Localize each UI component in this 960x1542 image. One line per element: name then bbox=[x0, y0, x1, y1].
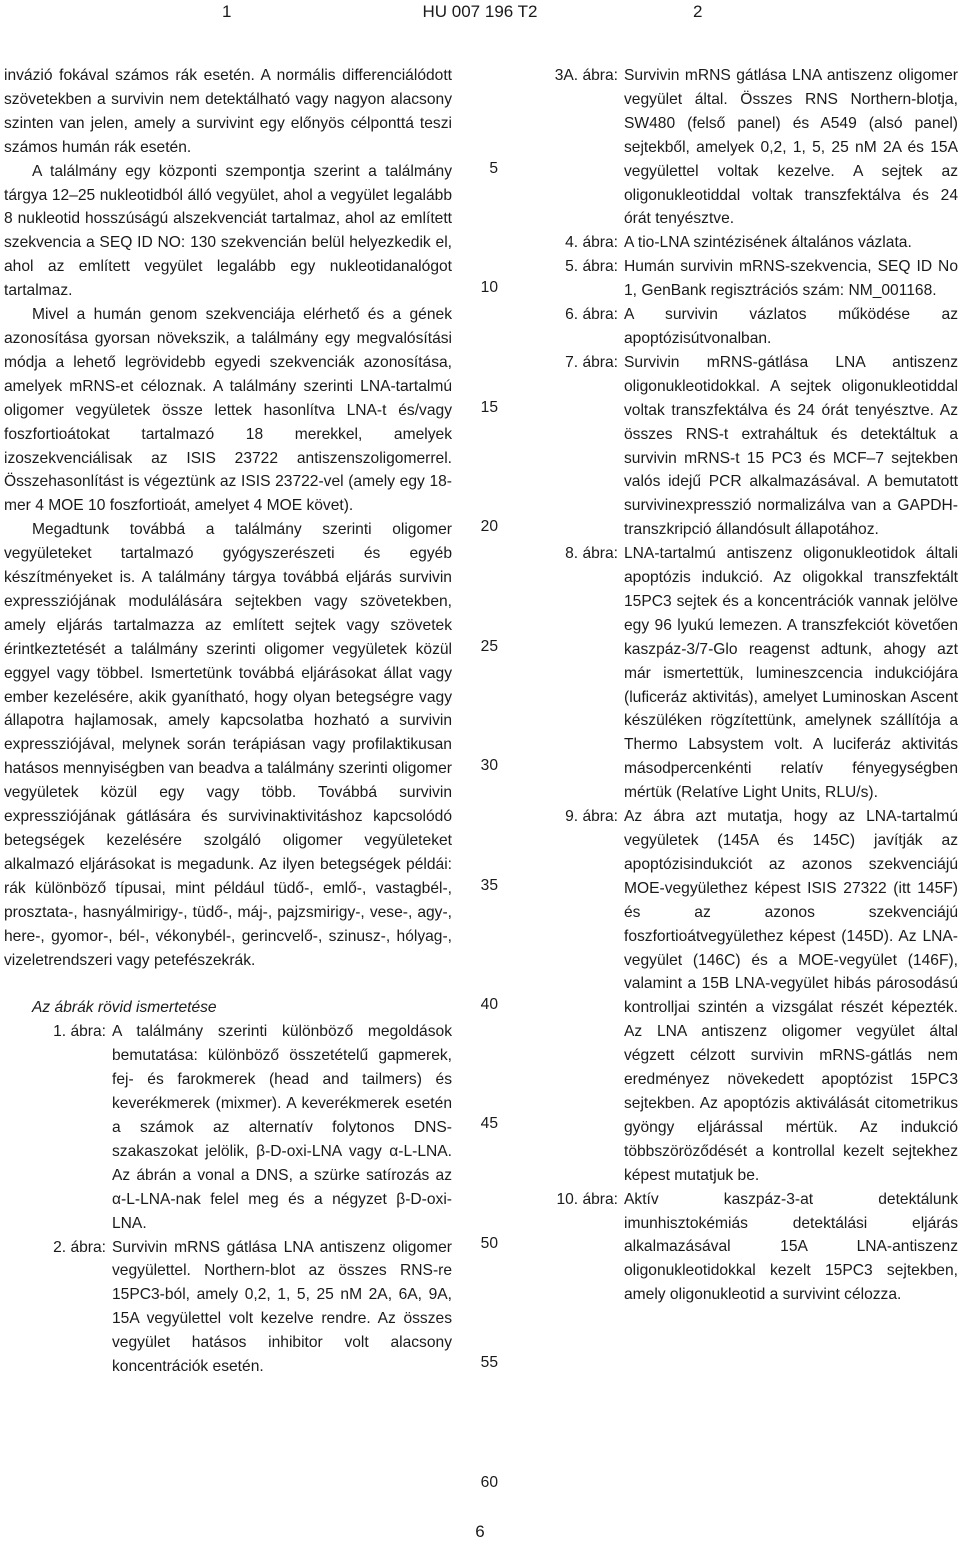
figure-label: 7. ábra: bbox=[565, 353, 618, 371]
figure-caption bbox=[508, 542, 958, 805]
figure-label: 6. ábra: bbox=[565, 306, 618, 324]
line-number: 35 bbox=[480, 877, 498, 894]
figure-label: 2. ábra: bbox=[53, 1238, 106, 1256]
paragraph: Mivel a humán genom szekvenciája elérhető és a gének azonosítása gyorsan növekszik, a találmány egy megvalósítási módja a lehető legrövidebb egyedi szekvenciák azonosítása, amelyek mRNS-et céloznak. A találmány szerinti LNA-tartalmú oligomer vegyületek össze lettek hasonlítva LNA-t és/vagy foszfortioátokat tartalmazó 18 merekkel, amelyek izoszekvenciálisak az ISIS 23722 antiszenszoligomerrel. Összehasonlítást is végeztünk az ISIS 23722-vel (amely egy 18-mer 4 MOE 10 foszfortioát, amelyet 4 MOE követ). bbox=[4, 306, 452, 515]
figure-text: A survivin vázlatos működése az apoptózisútvonalban. bbox=[624, 306, 958, 347]
figure-text: A tio-LNA szintézisének általános vázlata. bbox=[624, 234, 912, 252]
figure-label: 3A. ábra: bbox=[554, 67, 618, 84]
line-number: 20 bbox=[480, 518, 498, 535]
figure-label: 4. ábra: bbox=[565, 234, 618, 252]
figure-text: Survivin mRNS gátlása LNA antiszenz oligomer vegyülettel. Northern-blot az összes RNS-re 15PC3-ból, amely 0,2, 1, 5, 25 nM 2A, 6A, 9A, 15A vegyülettel volt kezelve rendre. Az összes vegyület hatásos inhibitor volt alacsony koncentrációk esetén. bbox=[112, 1238, 452, 1376]
figure-label: 8. ábra: bbox=[565, 545, 618, 563]
figure-text: Survivin mRNS-gátlása LNA antiszenz oligonukleotidokkal. A sejtek oligonukleotiddal voltak transzfektálva és 24 órát tenyésztve. Az összes RNS-t extraháltuk és detektáltuk a survivin mRNS-t 15 PC3 és MCF–7 sejtekben valós idejű PCR alkalmazásával. A bemutatott survivinexpresszió normalizálva van a GAPDH-transzkripció állandósult állapotához. bbox=[624, 353, 958, 539]
figure-label: 9. ábra: bbox=[565, 808, 618, 826]
right-column bbox=[508, 64, 958, 1307]
figure-caption bbox=[508, 255, 958, 303]
paragraph: A találmány egy központi szempontja szerint a találmány tárgya 12–25 nukleotidból álló vegyület, ahol a vegyület legalább 8 nukleotid hosszúságú alszekvenciát tartalmaz, ahol az említett szekvencia a SEQ ID NO: 130 szekvencián belül helyezkedik el, ahol az említett vegyület legalább egy nukleotidanalógot tartalmaz. bbox=[4, 162, 452, 300]
figure-caption bbox=[508, 64, 958, 231]
paragraph: invázió fokával számos rák esetén. A normális differenciálódott szövetekben a survivin nem detektálható vagy nagyon alacsony szinten van jelen, amely a survivint egy előnyös célponttá teszi számos humán rák esetén. bbox=[4, 67, 452, 156]
footer-page-number: 6 bbox=[475, 1522, 485, 1541]
line-number: 5 bbox=[489, 160, 498, 177]
page-footer bbox=[0, 1522, 960, 1542]
line-number: 55 bbox=[480, 1354, 498, 1371]
section-title: Az ábrák rövid ismertetése bbox=[32, 999, 217, 1017]
figure-text: LNA-tartalmú antiszenz oligonukleotidok általi apoptózis indukció. Az oligokkal transzfektált 15PC3 sejtek és a koncentrációk vannak jelölve egy 96 lyukú lemezen. A transzfekciót követően kaszpáz-3/7-Glo reagenst adtunk, ahogy azt már ismertettük, lumineszcencia indukciójára (luficeráz aktivitás), amelyet Luminoskan Ascent készüléken rögzítettünk, amelynek szállítója a Thermo Labsystem volt. A luciferáz aktivitás másodpercenkénti relatív fényegységben mértük (Relatíve Light Units, RLU/s). bbox=[624, 545, 958, 802]
figure-label: 1. ábra: bbox=[53, 1023, 106, 1041]
figure-caption bbox=[508, 351, 958, 542]
figure-text: Aktív kaszpáz-3-at detektálunk imunhisztokémiás detektálási eljárás alkalmazásával 15A LNA-antiszenz oligonukleotidokkal kezelt 15PC3 sejtekben, amely oligonukleotid a survivint célozza. bbox=[624, 1190, 958, 1304]
figure-caption bbox=[508, 1188, 958, 1308]
line-number: 45 bbox=[480, 1115, 498, 1132]
line-number: 15 bbox=[480, 399, 498, 416]
document-id: HU 007 196 T2 bbox=[422, 2, 538, 21]
left-column bbox=[4, 64, 452, 1379]
page-number-left: 1 bbox=[222, 2, 232, 21]
figure-text: Az ábra azt mutatja, hogy az LNA-tartalmú vegyületek (145A és 145C) javítják az apoptózisindukciót az azonos szekvenciájú MOE-vegyülethez képest ISIS 27322 (itt 145F) és az azonos szekvenciájú foszfortioátvegyülethez képest (145D). Az LNA-vegyület (146C) és a MOE-vegyület (146F), valamint a 15B LNA-vegyület hibás párosodású kontrolljai szintén a vizsgálat részét képezték. Az LNA antiszenz oligomer vegyület által végzett célzott survivin mRNS-gátlás nem eredményez növekedett apoptózist 15PC3 sejtekben. Az apoptózis aktiválását citometrikus gyöngy eljárással mértük. Az indukció többszöröződését a kontrollal kezelt sejtekhez képest mutatjuk be. bbox=[624, 808, 958, 1184]
figure-caption bbox=[508, 805, 958, 1188]
figure-caption bbox=[4, 1236, 452, 1379]
line-number: 25 bbox=[480, 638, 498, 655]
figure-list bbox=[4, 1020, 452, 1379]
figure-caption bbox=[508, 303, 958, 351]
line-number: 50 bbox=[480, 1235, 498, 1252]
line-number: 60 bbox=[480, 1474, 498, 1491]
line-number: 30 bbox=[480, 757, 498, 774]
figure-caption bbox=[4, 1020, 452, 1235]
figure-text: A találmány szerinti különböző megoldások bemutatása: különböző összetételű gapmerek, fej- és farokmerek (head and tailmers) és keverékmerek (mixmer). A keverékmerek esetén a számok az alternatív folytonos DNS-szakaszokat jelölik, β-D-oxi-LNA vagy α-L-LNA. Az ábrán a vonal a DNS, a szürke satírozás az α-L-LNA-nak felel meg és a négyzet β-D-oxi-LNA. bbox=[112, 1023, 452, 1232]
page-number-right: 2 bbox=[693, 2, 703, 21]
figure-caption bbox=[508, 231, 958, 255]
figure-label: 5. ábra: bbox=[565, 258, 618, 276]
line-number: 10 bbox=[480, 279, 498, 296]
line-number: 40 bbox=[480, 996, 498, 1013]
figure-label: 10. ábra: bbox=[556, 1190, 618, 1208]
figure-text: Survivin mRNS gátlása LNA antiszenz oligomer vegyület által. Összes RNS Northern-blotja, SW480 (felső panel) és A549 (alsó panel) sejtekből, amelyek 0,2, 1, 5, 25 nM 2A és 15A vegyülettel voltak kezelve. A sejtek az oligonukleotiddal voltak transzfektálva és 24 órát tenyésztve. bbox=[624, 67, 958, 228]
page-header bbox=[0, 0, 960, 30]
figure-text: Humán survivin mRNS-szekvencia, SEQ ID No 1, GenBank regisztrációs szám: NM_001168. bbox=[624, 258, 958, 300]
paragraph: Megadtunk továbbá a találmány szerinti oligomer vegyületeket tartalmazó gyógyszerészeti és egyéb készítményeket is. A találmány tárgya továbbá eljárás survivin expressziójának modulálására sejtekben vagy szövetekben, amely eljárás tartalmazza az említett sejtek vagy szövetek érintkeztetését a találmány szerinti oligomer vegyületek közül eggyel vagy többel. Ismertetünk továbbá eljárásokat állat vagy ember kezelésére, akik gyanítható, hogy olyan betegségre vagy állapotra hajlamosak, amely kapcsolatba hozható a survivin expressziójával, melynek során terápiásan vagy profilaktikusan hatásos mennyiségben van beadva a találmány szerinti oligomer vegyületek közül egy vagy több. Továbbá survivin expressziójának gátlására és survivinaktivitáshoz kapcsolódó betegségek kezelésére szolgáló oligomer vegyületeket alkalmazó eljárásokat is megadunk. Az ilyen betegségek példái: rák különböző típusai, mint például tüdő-, emlő-, vastagbél-, prosztata-, hasnyálmirigy-, tüdő-, máj-, pajzsmirigy-, vese-, agy-, here-, gyomor-, bél-, vékonybél-, gerincvelő-, szinusz-, hólyag-, vizeletrendszeri vagy petefészekrák. bbox=[4, 521, 452, 969]
